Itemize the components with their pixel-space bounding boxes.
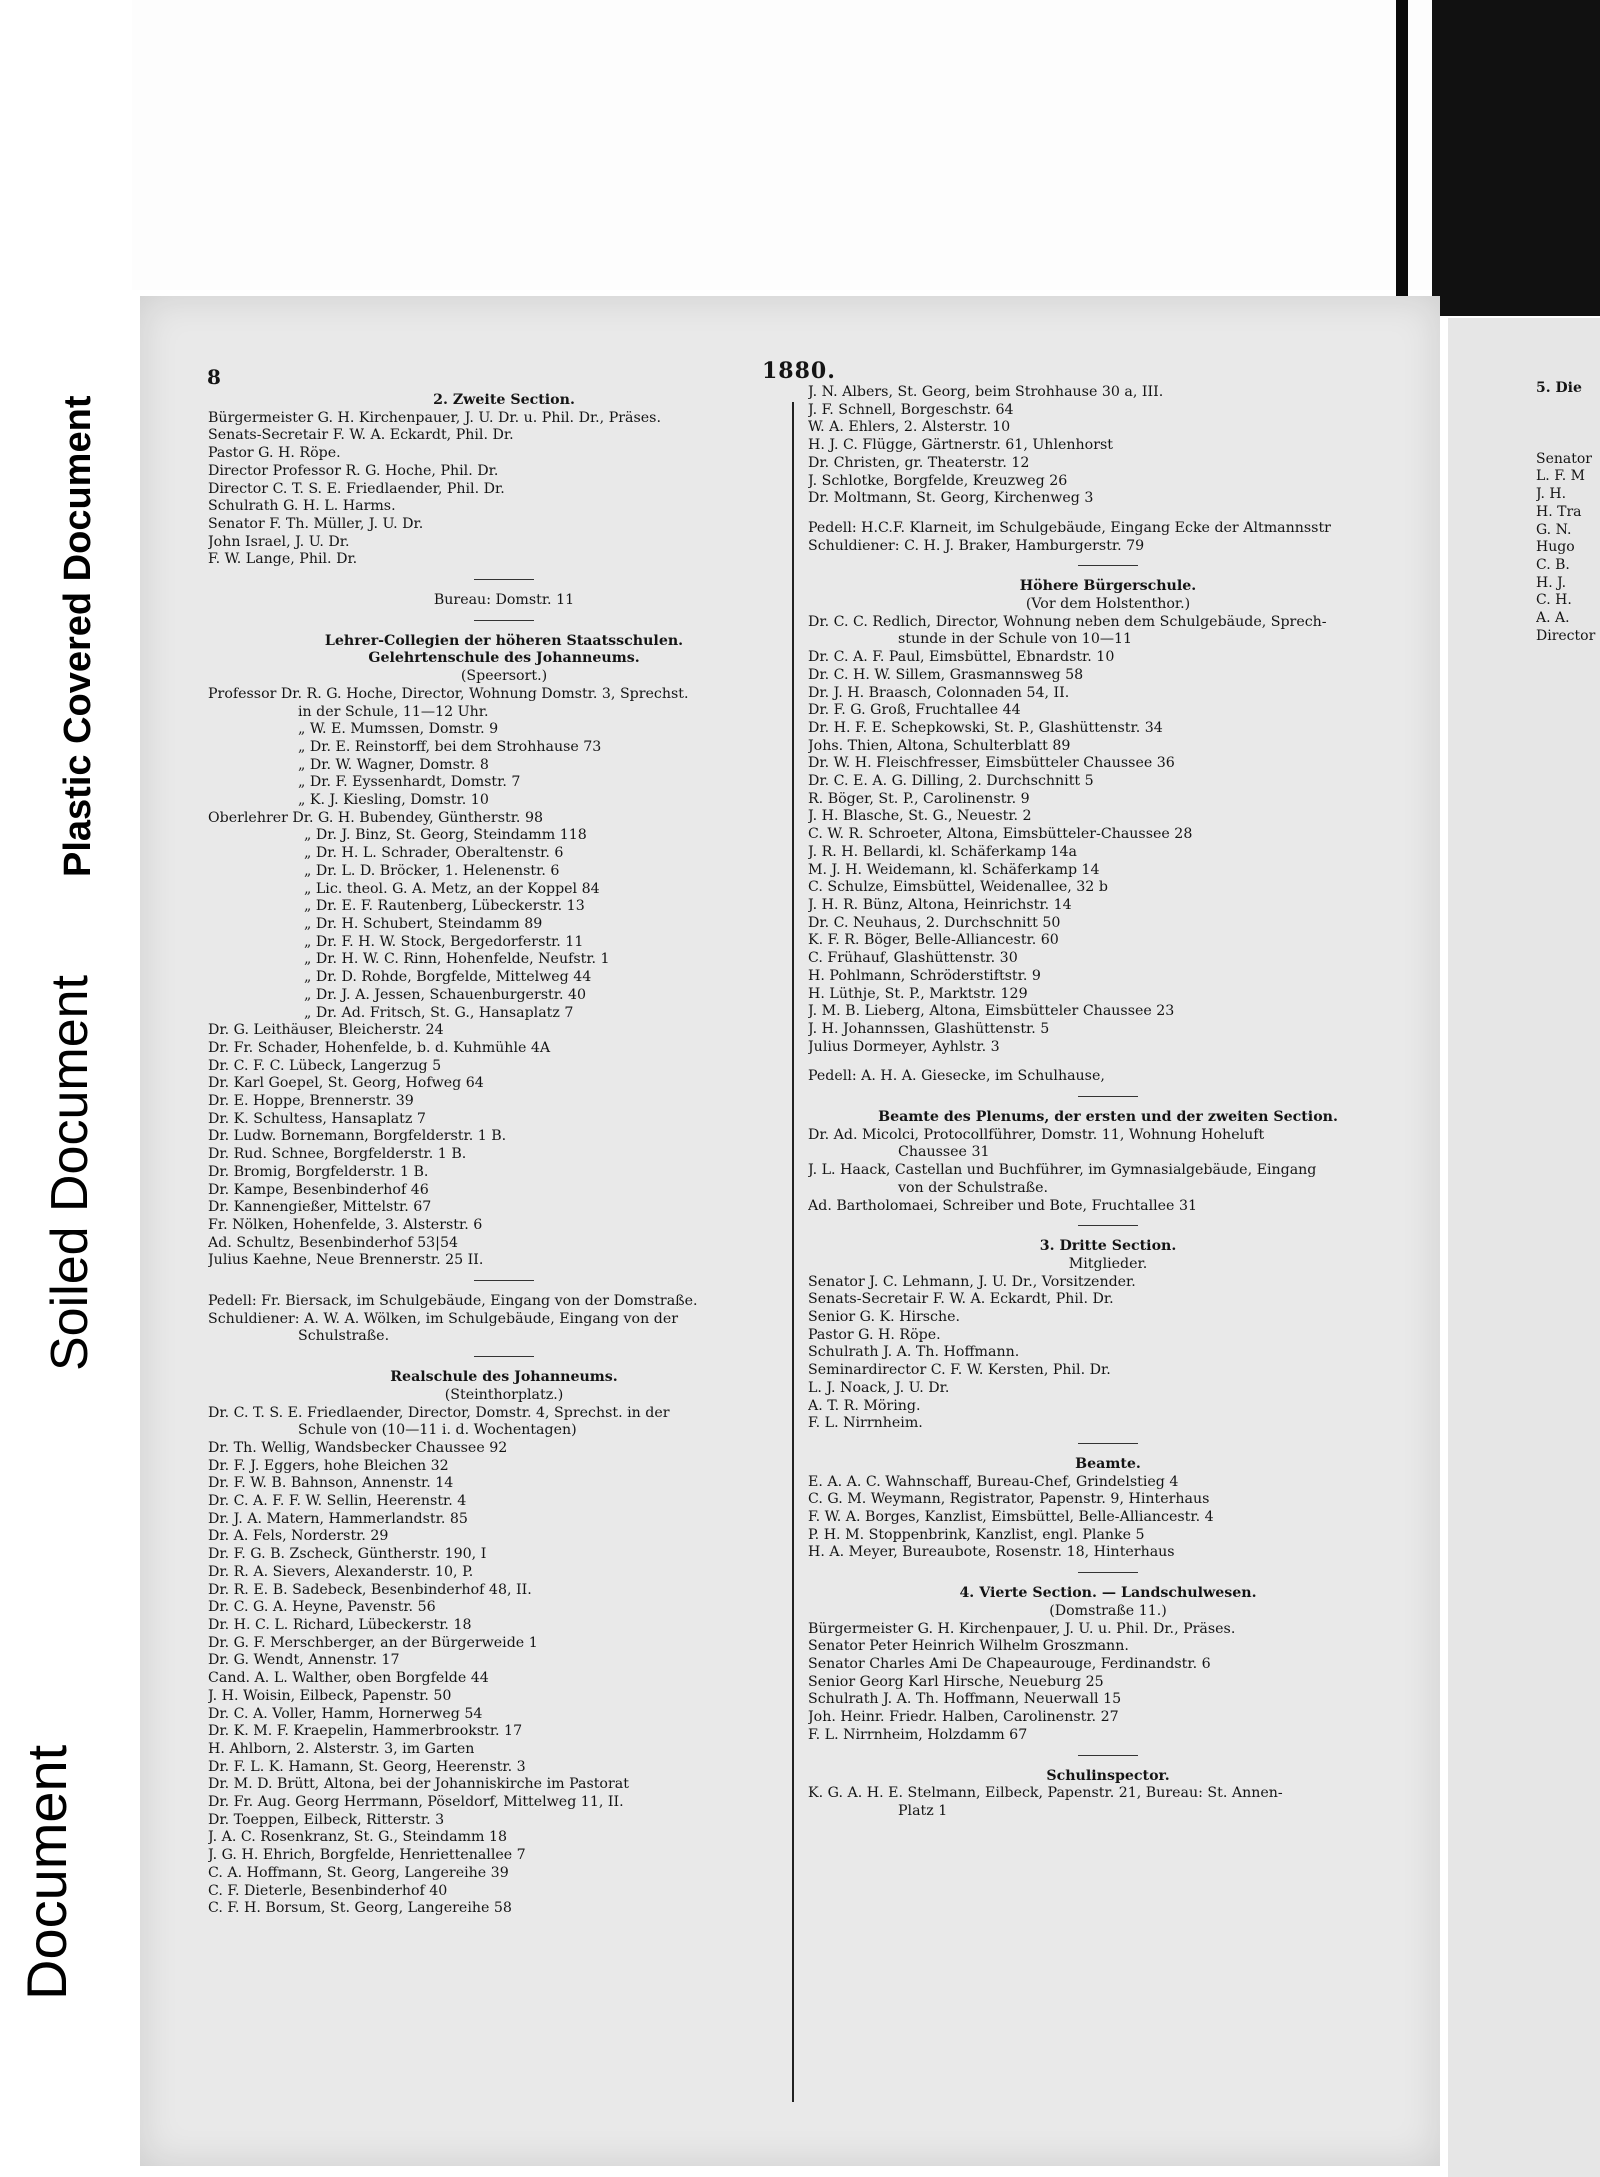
text-line: „ Dr. D. Rohde, Borgfelde, Mittelweg 44 — [304, 969, 592, 986]
text-line: F. W. A. Borges, Kanzlist, Eimsbüttel, Belle-Alliancestr. 4 — [808, 1509, 1214, 1526]
text-line: Dr. Toeppen, Eilbeck, Ritterstr. 3 — [208, 1811, 445, 1828]
text-line: H. Lüthje, St. P., Marktstr. 129 — [808, 985, 1028, 1002]
text-line: Dr. H. C. L. Richard, Lübeckerstr. 18 — [208, 1617, 472, 1633]
fragment-line: C. B. — [1536, 556, 1570, 573]
section-heading: Gelehrtenschule des Johanneums. — [368, 650, 640, 667]
text-line: Dr. F. W. B. Bahnson, Annenstr. 14 — [208, 1475, 454, 1492]
text-line: Dr. R. E. B. Sadebeck, Besenbinderhof 48, II. — [208, 1581, 532, 1598]
text-line: C. F. H. Borsum, St. Georg, Langereihe 58 — [208, 1900, 512, 1917]
text-line: Senior Georg Karl Hirsche, Neueburg 25 — [808, 1673, 1104, 1690]
text-line: Dr. A. Fels, Norderstr. 29 — [208, 1528, 389, 1545]
text-line: Dr. C. A. F. F. W. Sellin, Heerenstr. 4 — [208, 1493, 467, 1510]
fragment-line: G. N. — [1536, 521, 1572, 538]
text-line: „ Dr. F. H. W. Stock, Bergedorferstr. 11 — [304, 933, 584, 950]
continuation-line: Chaussee 31 — [898, 1144, 990, 1161]
text-line: J. H. Blasche, St. G., Neuestr. 2 — [808, 808, 1032, 825]
text-line: „ Dr. J. A. Jessen, Schauenburgerstr. 40 — [304, 986, 587, 1003]
text-line: F. L. Nirrnheim, Holzdamm 67 — [808, 1726, 1028, 1743]
text-line: Bürgermeister G. H. Kirchenpauer, J. U. Dr. u. Phil. Dr., Präses. — [208, 409, 661, 426]
text-line: J. M. B. Lieberg, Altona, Eimsbütteler Chaussee 23 — [808, 1003, 1175, 1020]
text-line: John Israel, J. U. Dr. — [208, 533, 350, 550]
fragment-line: 5. Die — [1536, 380, 1582, 396]
page-year: 1880. — [762, 358, 836, 384]
label-document: Document — [15, 1744, 78, 2000]
text-line: J. N. Albers, St. Georg, beim Strohhause 30 a, III. — [808, 384, 1164, 400]
centered-subheading: (Domstraße 11.) — [1049, 1602, 1167, 1619]
centered-subheading: (Steinthorplatz.) — [444, 1386, 564, 1403]
text-line: Dr. Christen, gr. Theaterstr. 12 — [808, 454, 1030, 471]
text-line: Pedell: H.C.F. Klarneit, im Schulgebäude, Eingang Ecke der Altmannsstr — [808, 519, 1331, 536]
text-line: Dr. Ludw. Bornemann, Borgfelderstr. 1 B. — [208, 1128, 507, 1145]
text-line: Oberlehrer Dr. G. H. Bubendey, Güntherstr. 98 — [208, 809, 543, 826]
text-line: Director C. T. S. E. Friedlaender, Phil. Dr. — [208, 480, 505, 497]
text-line: Ad. Schultz, Besenbinderhof 53|54 — [208, 1234, 458, 1251]
fragment-line: J. H. — [1536, 486, 1567, 503]
section-heading: Beamte des Plenums, der ersten und der zweiten Section. — [878, 1109, 1338, 1126]
text-line: Senator Peter Heinrich Wilhelm Groszmann. — [808, 1638, 1129, 1655]
text-line: J. H. Woisin, Eilbeck, Papenstr. 50 — [208, 1687, 452, 1704]
text-line: K. G. A. H. E. Stelmann, Eilbeck, Papenstr. 21, Bureau: St. Annen- — [808, 1785, 1283, 1802]
section-rule — [1078, 565, 1138, 566]
text-line: Dr. Karl Goepel, St. Georg, Hofweg 64 — [208, 1075, 484, 1092]
text-line: Dr. C. C. Redlich, Director, Wohnung neben dem Schulgebäude, Sprech- — [808, 613, 1327, 630]
text-line: Dr. K. M. F. Kraepelin, Hammerbrookstr. 17 — [208, 1723, 523, 1740]
section-rule — [474, 1280, 534, 1281]
text-line: L. J. Noack, J. U. Dr. — [808, 1379, 950, 1396]
text-line: H. Ahlborn, 2. Alsterstr. 3, im Garten — [208, 1740, 475, 1757]
text-line: Fr. Nölken, Hohenfelde, 3. Alsterstr. 6 — [208, 1216, 483, 1233]
section-rule — [474, 620, 534, 621]
text-line: J. L. Haack, Castellan und Buchführer, im Gymnasialgebäude, Eingang — [808, 1162, 1317, 1179]
text-line: Pedell: Fr. Biersack, im Schulgebäude, Eingang von der Domstraße. — [208, 1293, 698, 1310]
text-line: Dr. E. Hoppe, Brennerstr. 39 — [208, 1093, 414, 1110]
text-line: K. F. R. Böger, Belle-Alliancestr. 60 — [808, 932, 1059, 949]
section-rule — [1078, 1225, 1138, 1226]
text-line: „ Dr. E. F. Rautenberg, Lübeckerstr. 13 — [304, 898, 585, 915]
text-line: Schuldiener: A. W. A. Wölken, im Schulgebäude, Eingang von der — [208, 1310, 678, 1327]
text-line: Dr. Kampe, Besenbinderhof 46 — [208, 1181, 429, 1198]
text-line: J. F. Schnell, Borgeschstr. 64 — [808, 401, 1014, 418]
scan-background — [132, 0, 1600, 290]
continuation-line: stunde in der Schule von 10—11 — [898, 631, 1133, 648]
section-rule — [1078, 1572, 1138, 1573]
text-line: Johs. Thien, Altona, Schulterblatt 89 — [808, 737, 1071, 754]
fragment-line: H. J. — [1536, 574, 1567, 591]
text-line: Dr. C. F. C. Lübeck, Langerzug 5 — [208, 1057, 442, 1074]
text-line: Dr. Ad. Micolci, Protocollführer, Domstr. 11, Wohnung Hoheluft — [808, 1126, 1265, 1143]
text-line: Senats-Secretair F. W. A. Eckardt, Phil. Dr. — [208, 427, 514, 444]
text-line: R. Böger, St. P., Carolinenstr. 9 — [808, 790, 1030, 807]
text-line: Dr. Kannengießer, Mittelstr. 67 — [208, 1199, 432, 1216]
text-line: Joh. Heinr. Friedr. Halben, Carolinenstr. 27 — [808, 1709, 1119, 1726]
text-line: Dr. C. G. A. Heyne, Pavenstr. 56 — [208, 1599, 436, 1616]
text-line: J. R. H. Bellardi, kl. Schäferkamp 14a — [808, 843, 1077, 860]
text-line: Dr. Fr. Schader, Hohenfelde, b. d. Kuhmühle 4A — [208, 1039, 551, 1056]
centered-subheading: (Vor dem Holstenthor.) — [1025, 596, 1191, 613]
fragment-line: Director — [1536, 627, 1596, 644]
text-line: Dr. Rud. Schnee, Borgfelderstr. 1 B. — [208, 1146, 467, 1163]
text-line: Director Professor R. G. Hoche, Phil. Dr. — [208, 462, 499, 479]
text-line: Seminardirector C. F. W. Kersten, Phil. Dr. — [808, 1362, 1111, 1379]
continuation-line: „ K. J. Kiesling, Domstr. 10 — [298, 792, 489, 809]
text-line: C. F. Dieterle, Besenbinderhof 40 — [208, 1882, 448, 1899]
text-line: C. G. M. Weymann, Registrator, Papenstr. 9, Hinterhaus — [808, 1491, 1210, 1508]
fragment-line: Senator — [1536, 450, 1592, 467]
text-line: Dr. G. Wendt, Annenstr. 17 — [208, 1652, 400, 1669]
section-heading: Realschule des Johanneums. — [390, 1369, 618, 1386]
text-line: C. Frühauf, Glashüttenstr. 30 — [808, 950, 1018, 967]
text-line: Dr. C. E. A. G. Dilling, 2. Durchschnitt 5 — [808, 773, 1094, 790]
text-line: „ Dr. Ad. Fritsch, St. G., Hansaplatz 7 — [304, 1004, 574, 1021]
text-line: Senator Charles Ami De Chapeaurouge, Ferdinandstr. 6 — [808, 1656, 1211, 1672]
text-line: A. T. R. Möring. — [808, 1397, 921, 1414]
continuation-line: von der Schulstraße. — [898, 1179, 1049, 1196]
text-line: „ Dr. J. Binz, St. Georg, Steindamm 118 — [304, 827, 587, 844]
text-line: W. A. Ehlers, 2. Alsterstr. 10 — [808, 419, 1011, 436]
text-line: Dr. R. A. Sievers, Alexanderstr. 10, P. — [208, 1563, 474, 1580]
text-line: Senator J. C. Lehmann, J. U. Dr., Vorsitzender. — [808, 1273, 1136, 1290]
text-line: Schulrath G. H. L. Harms. — [208, 498, 396, 515]
text-line: Pastor G. H. Röpe. — [808, 1326, 941, 1343]
fragment-line: H. Tra — [1536, 503, 1582, 520]
text-line: Dr. F. G. B. Zscheck, Güntherstr. 190, I — [208, 1546, 487, 1563]
text-line: P. H. M. Stoppenbrink, Kanzlist, engl. Planke 5 — [808, 1526, 1145, 1543]
text-line: „ Dr. H. W. C. Rinn, Hohenfelde, Neufstr. 1 — [304, 951, 610, 968]
section-rule — [474, 1356, 534, 1357]
text-line: Dr. C. A. F. Paul, Eimsbüttel, Ebnardstr. 10 — [808, 649, 1115, 666]
text-line: Dr. J. H. Braasch, Colonnaden 54, II. — [808, 684, 1070, 701]
label-plastic-covered-document: Plastic Covered Document — [57, 395, 99, 877]
text-line: Dr. Th. Wellig, Wandsbecker Chaussee 92 — [208, 1439, 508, 1456]
left-text-column — [208, 392, 800, 1918]
text-line: Dr. Bromig, Borgfelderstr. 1 B. — [208, 1163, 429, 1180]
centered-subheading: Mitglieder. — [1068, 1255, 1148, 1272]
text-line: Professor Dr. R. G. Hoche, Director, Wohnung Domstr. 3, Sprechst. — [208, 685, 689, 702]
text-line: Dr. C. A. Voller, Hamm, Hornerweg 54 — [208, 1705, 483, 1722]
section-heading: Schulinspector. — [1046, 1767, 1170, 1784]
continuation-line: „ Dr. W. Wagner, Domstr. 8 — [298, 756, 489, 773]
fragment-line — [1536, 433, 1600, 451]
continuation-line: Platz 1 — [898, 1802, 948, 1819]
section-heading: 4. Vierte Section. — Landschulwesen. — [959, 1585, 1257, 1602]
text-line: „ Dr. L. D. Bröcker, 1. Helenenstr. 6 — [304, 862, 560, 879]
dark-scan-corner — [1432, 0, 1600, 316]
text-line: Pastor G. H. Röpe. — [208, 445, 341, 462]
text-line: Dr. Fr. Aug. Georg Herrmann, Pöseldorf, Mittelweg 11, II. — [208, 1794, 624, 1811]
text-line: J. Schlotke, Borgfelde, Kreuzweg 26 — [808, 472, 1068, 489]
text-line: J. A. C. Rosenkranz, St. G., Steindamm 18 — [208, 1829, 508, 1846]
section-heading: 3. Dritte Section. — [1039, 1238, 1177, 1255]
text-line: M. J. H. Weidemann, kl. Schäferkamp 14 — [808, 861, 1100, 878]
text-line: Dr. F. G. Groß, Fruchtallee 44 — [808, 702, 1021, 719]
text-line: H. A. Meyer, Bureaubote, Rosenstr. 18, Hinterhaus — [808, 1544, 1175, 1561]
section-rule — [1078, 1096, 1138, 1097]
fragment-line: A. A. — [1536, 609, 1570, 626]
text-line: Julius Kaehne, Neue Brennerstr. 25 II. — [208, 1252, 484, 1269]
text-line: F. W. Lange, Phil. Dr. — [208, 551, 358, 568]
text-line: „ Dr. H. Schubert, Steindamm 89 — [304, 915, 543, 932]
section-heading: Höhere Bürgerschule. — [1019, 578, 1197, 595]
section-rule — [1078, 1443, 1138, 1444]
page-edge-shadow — [1396, 0, 1408, 320]
text-line: Ad. Bartholomaei, Schreiber und Bote, Fruchtallee 31 — [808, 1197, 1198, 1214]
text-line: Dr. K. Schultess, Hansaplatz 7 — [208, 1110, 426, 1127]
text-line: J. G. H. Ehrich, Borgfelde, Henriettenallee 7 — [208, 1847, 526, 1864]
text-line: H. J. C. Flügge, Gärtnerstr. 61, Uhlenhorst — [808, 437, 1113, 454]
text-line: Dr. C. T. S. E. Friedlaender, Director, Domstr. 4, Sprechst. in der — [208, 1404, 670, 1421]
text-line: Dr. F. J. Eggers, hohe Bleichen 32 — [208, 1457, 449, 1474]
spacer — [808, 1056, 1408, 1068]
text-line: Senats-Secretair F. W. A. Eckardt, Phil. Dr. — [808, 1291, 1114, 1308]
centered-subheading: Bureau: Domstr. 11 — [433, 592, 575, 609]
text-line: Dr. W. H. Fleischfresser, Eimsbütteler Chaussee 36 — [808, 755, 1175, 772]
text-line: Pedell: A. H. A. Giesecke, im Schulhause, — [808, 1068, 1105, 1085]
section-rule — [1078, 1755, 1138, 1756]
text-line: Julius Dormeyer, Ayhlstr. 3 — [808, 1038, 1000, 1055]
continuation-line: Schulstraße. — [298, 1328, 390, 1345]
text-line: Bürgermeister G. H. Kirchenpauer, J. U. u. Phil. Dr., Präses. — [808, 1620, 1236, 1637]
spacer — [808, 508, 1408, 520]
text-line: C. W. R. Schroeter, Altona, Eimsbütteler-Chaussee 28 — [808, 826, 1193, 843]
text-line: H. Pohlmann, Schröderstiftstr. 9 — [808, 967, 1041, 984]
continuation-line: Schule von (10—11 i. d. Wochentagen) — [298, 1422, 577, 1439]
section-heading: 2. Zweite Section. — [433, 392, 575, 408]
text-line: Schulrath J. A. Th. Hoffmann, Neuerwall 15 — [808, 1691, 1122, 1708]
text-line: C. Schulze, Eimsbüttel, Weidenallee, 32 b — [808, 879, 1108, 896]
text-line: Dr. G. Leithäuser, Bleicherstr. 24 — [208, 1022, 444, 1039]
continuation-line: „ Dr. E. Reinstorff, bei dem Strohhause 73 — [298, 738, 602, 755]
page-number: 8 — [207, 365, 221, 389]
text-line: Senior G. K. Hirsche. — [808, 1309, 961, 1326]
label-soiled-document: Soiled Document — [41, 975, 99, 1371]
fragment-line — [1536, 398, 1600, 416]
text-line: Dr. H. F. E. Schepkowski, St. P., Glashüttenstr. 34 — [808, 719, 1163, 736]
right-text-column — [808, 384, 1408, 1821]
section-heading: Beamte. — [1075, 1455, 1141, 1472]
text-line: Cand. A. L. Walther, oben Borgfelde 44 — [208, 1670, 489, 1687]
section-rule — [474, 579, 534, 580]
continuation-line: „ Dr. F. Eyssenhardt, Domstr. 7 — [298, 774, 521, 791]
text-line: Dr. Moltmann, St. Georg, Kirchenweg 3 — [808, 490, 1094, 507]
fragment-line: Hugo — [1536, 539, 1575, 556]
text-line: J. H. R. Bünz, Altona, Heinrichstr. 14 — [808, 896, 1072, 913]
text-line: Schuldiener: C. H. J. Braker, Hamburgerstr. 79 — [808, 537, 1145, 554]
fragment-line — [1536, 415, 1600, 433]
continuation-line: in der Schule, 11—12 Uhr. — [298, 703, 489, 720]
text-line: C. A. Hoffmann, St. Georg, Langereihe 39 — [208, 1864, 509, 1881]
centered-subheading: (Speersort.) — [460, 668, 548, 685]
text-line: Dr. C. Neuhaus, 2. Durchschnitt 50 — [808, 914, 1061, 931]
text-line: Dr. M. D. Brütt, Altona, bei der Johanniskirche im Pastorat — [208, 1776, 629, 1793]
text-line: Dr. F. L. K. Hamann, St. Georg, Heerenstr. 3 — [208, 1758, 526, 1775]
continuation-line: „ W. E. Mumssen, Domstr. 9 — [298, 721, 499, 738]
text-line: Senator F. Th. Müller, J. U. Dr. — [208, 515, 424, 532]
text-line: J. H. Johannssen, Glashüttenstr. 5 — [808, 1020, 1050, 1037]
text-line: Dr. C. H. W. Sillem, Grasmannsweg 58 — [808, 666, 1084, 683]
next-page-fragment — [1536, 380, 1600, 645]
text-line: Schulrath J. A. Th. Hoffmann. — [808, 1344, 1020, 1361]
text-line: „ Lic. theol. G. A. Metz, an der Koppel 84 — [304, 880, 600, 897]
text-line: E. A. A. C. Wahnschaff, Bureau-Chef, Grindelstieg 4 — [808, 1473, 1179, 1490]
text-line: F. L. Nirrnheim. — [808, 1415, 923, 1432]
fragment-line: C. H. — [1536, 592, 1572, 609]
text-line: Dr. J. A. Matern, Hammerlandstr. 85 — [208, 1510, 468, 1527]
fragment-line: L. F. M — [1536, 468, 1585, 485]
text-line: Dr. G. F. Merschberger, an der Bürgerweide 1 — [208, 1634, 538, 1651]
text-line: „ Dr. H. L. Schrader, Oberaltenstr. 6 — [304, 845, 564, 862]
section-heading: Lehrer-Collegien der höheren Staatsschulen. — [324, 632, 684, 649]
